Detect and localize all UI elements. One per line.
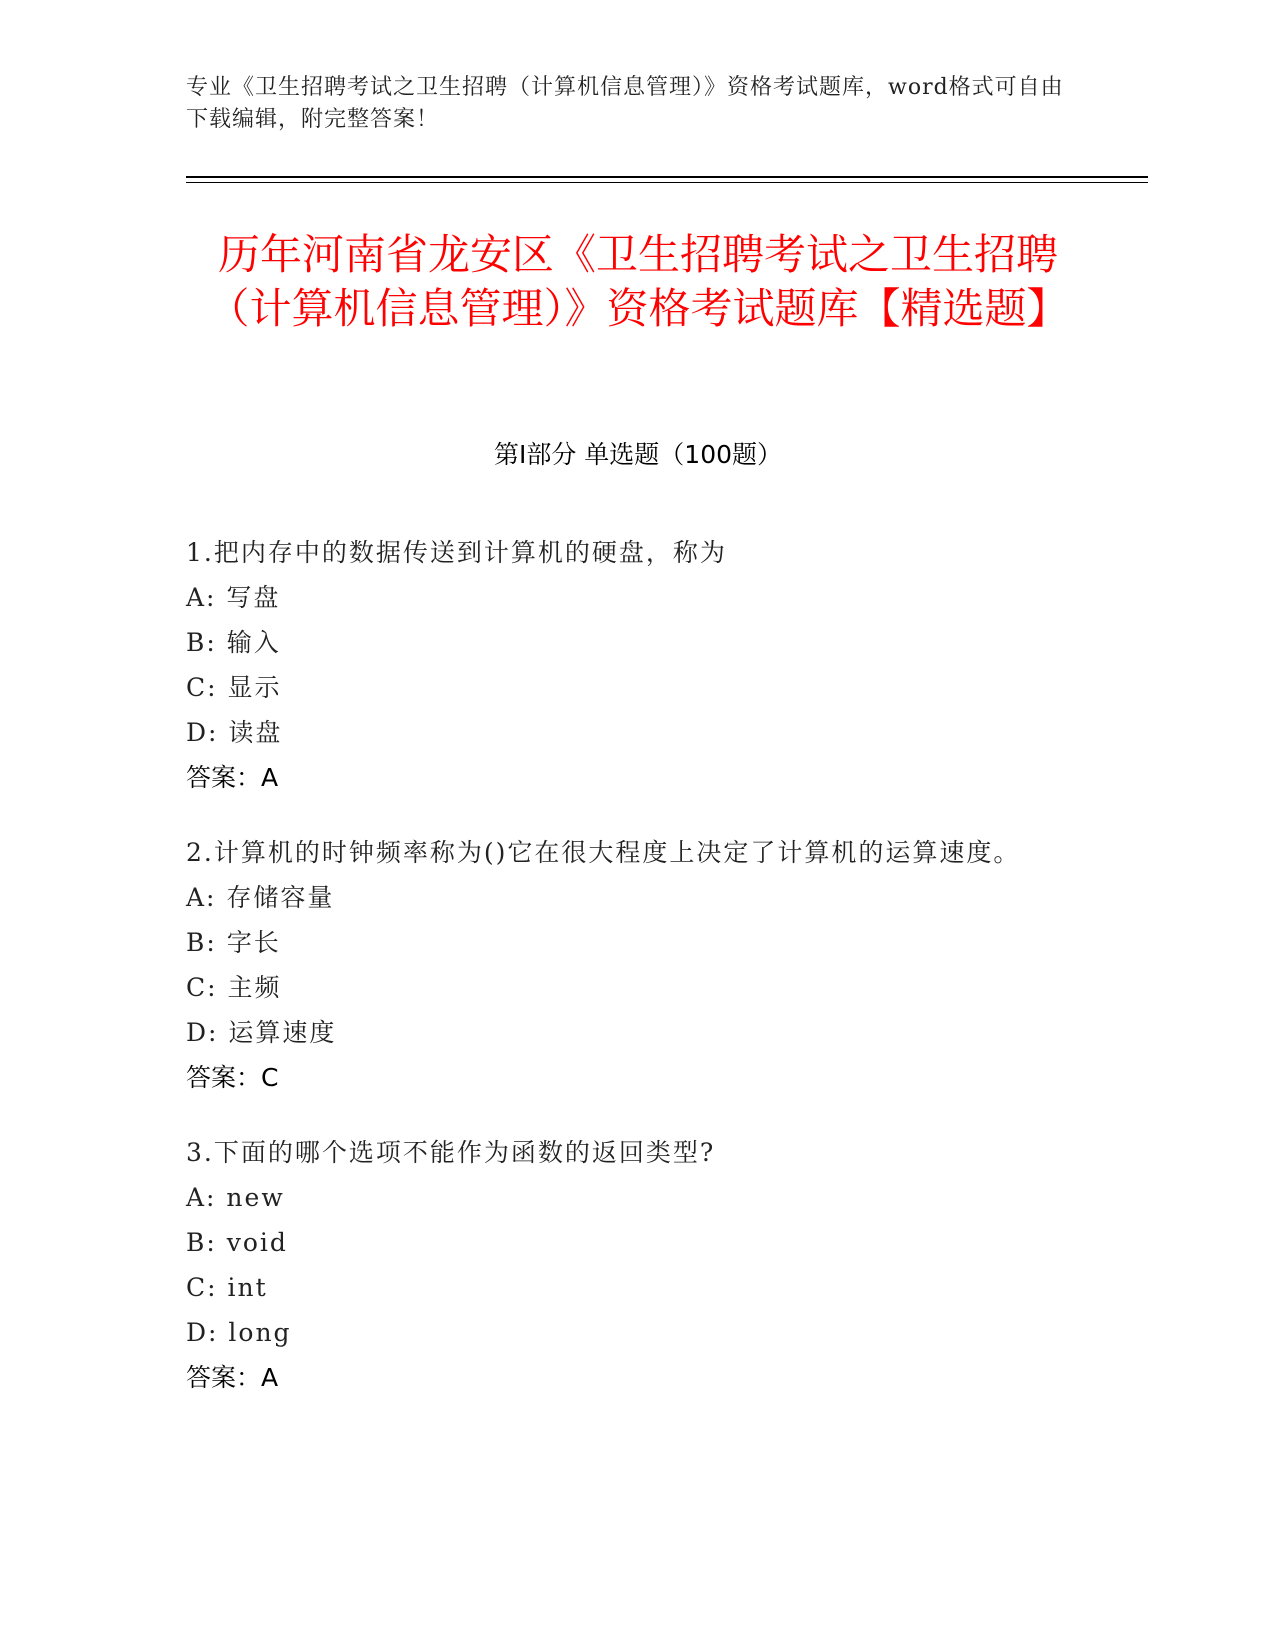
option-a: A: 存储容量 <box>186 883 335 912</box>
question-stem: 3.下面的哪个选项不能作为函数的返回类型? <box>186 1138 716 1167</box>
option-b: B: void <box>186 1228 288 1257</box>
option-c: C: 显示 <box>186 673 282 702</box>
question-stem: 2.计算机的时钟频率称为()它在很大程度上决定了计算机的运算速度。 <box>186 838 1021 867</box>
option-b: B: 字长 <box>186 928 281 957</box>
option-d: D: 读盘 <box>186 718 283 747</box>
question-1 <box>186 530 1066 800</box>
answer: 答案：C <box>186 1063 279 1092</box>
option-a: A: new <box>186 1183 285 1212</box>
question-2 <box>186 830 1066 1100</box>
option-b: B: 输入 <box>186 628 281 657</box>
question-list <box>186 530 1066 1430</box>
question-3 <box>186 1130 1066 1400</box>
header-rule-thick <box>186 176 1148 178</box>
answer: 答案：A <box>186 1363 279 1392</box>
header-rule-thin <box>186 182 1148 183</box>
document-title: 历年河南省龙安区《卫生招聘考试之卫生招聘（计算机信息管理）》资格考试题库【精选题】 <box>207 230 1069 333</box>
option-c: C: 主频 <box>186 973 282 1002</box>
option-c: C: int <box>186 1273 268 1302</box>
option-a: A: 写盘 <box>186 583 281 612</box>
answer: 答案：A <box>186 763 279 792</box>
section-title: 第I部分 单选题（100题） <box>493 440 783 469</box>
option-d: D: long <box>186 1318 292 1347</box>
option-d: D: 运算速度 <box>186 1018 337 1047</box>
question-stem: 1.把内存中的数据传送到计算机的硬盘，称为 <box>186 538 727 567</box>
header-note: 专业《卫生招聘考试之卫生招聘（计算机信息管理）》资格考试题库，word格式可自由下载编辑，附完整答案！ <box>186 75 1064 132</box>
